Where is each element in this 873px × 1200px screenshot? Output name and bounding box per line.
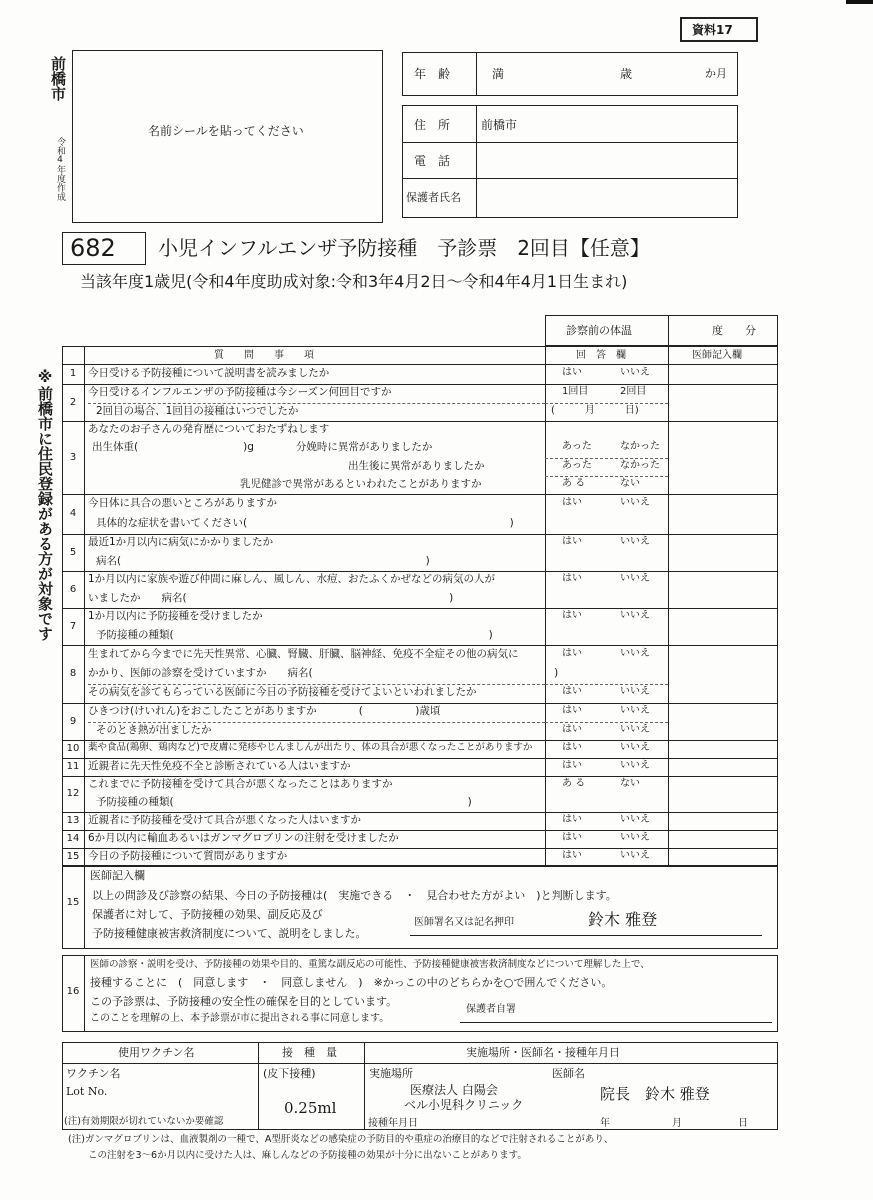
age-man: 満: [492, 67, 505, 81]
doctor-section-title: 医師記入欄: [90, 869, 145, 882]
date-year: 年: [600, 1118, 610, 1129]
answer-yes[interactable]: 1回目: [562, 386, 589, 398]
corner-mark: [846, 0, 873, 4]
question-text: 今日体に具合の悪いところがありますか: [88, 497, 277, 509]
answer-yes[interactable]: はい: [562, 814, 582, 825]
doctor-line1[interactable]: 以上の問診及び診察の結果、今日の予防接種は( 実施できる ・ 見合わせた方がよい )と判断します。: [92, 889, 617, 902]
doctor-name-label: 医師名: [552, 1067, 585, 1080]
question-no: 13: [66, 815, 80, 826]
answer-yes[interactable]: はい: [562, 850, 582, 861]
answer-yes[interactable]: はい: [562, 610, 582, 622]
answer-no[interactable]: いいえ: [620, 573, 650, 585]
answer-no[interactable]: いいえ: [620, 760, 650, 771]
vaccine-col2-head: 接 種 量: [282, 1046, 337, 1059]
answer-no[interactable]: いいえ: [620, 705, 650, 717]
answer-date[interactable]: ( 月 日): [551, 404, 639, 416]
vaccine-lot[interactable]: Lot No.: [66, 1085, 108, 1098]
question-text: 予防接種の種類( ): [96, 628, 493, 641]
answer-no[interactable]: いいえ: [620, 610, 650, 622]
guardian-line2[interactable]: 接種することに ( 同意します ・ 同意しません ) ※かっこの中のどちらかを○で囲んでください。: [90, 976, 613, 989]
answer-no[interactable]: なかった: [620, 459, 660, 471]
question-text: 今日受けるインフルエンザの予防接種は今シーズン何回目ですか: [88, 386, 392, 399]
answer-no[interactable]: ない: [620, 477, 640, 489]
answer-no[interactable]: いいえ: [620, 647, 650, 659]
answer-no[interactable]: いいえ: [620, 497, 650, 508]
age-sai: 歳: [620, 67, 633, 81]
answer-yes[interactable]: はい: [562, 647, 582, 659]
temp-unit: 度 分: [712, 324, 756, 337]
question-no: 7: [69, 620, 77, 632]
date-label: 接種年月日: [368, 1118, 418, 1129]
head-doctor: 医師記入欄: [692, 350, 742, 361]
question-text: 出生体重( )g 分娩時に異常がありましたか: [92, 441, 433, 454]
answer-no[interactable]: いいえ: [620, 814, 650, 825]
answer-no[interactable]: いいえ: [620, 742, 650, 753]
answer-yes[interactable]: はい: [562, 742, 582, 753]
answer-yes[interactable]: はい: [562, 760, 582, 771]
guardian-line3: この予診票は、予防接種の安全性の確保を目的としています。: [90, 995, 398, 1008]
question-text: 具体的な症状を書いてください( ): [96, 517, 514, 529]
answer-yes[interactable]: はい: [562, 832, 582, 843]
answer-yes[interactable]: はい: [562, 497, 582, 508]
answer-yes[interactable]: はい: [562, 705, 582, 717]
answer-no[interactable]: なかった: [620, 441, 660, 453]
vaccine-col3-head: 実施場所・医師名・接種年月日: [466, 1046, 620, 1059]
question-text: 乳児健診で異常があるといわれたことがありますか: [240, 477, 482, 490]
question-text: これまでに予防接種を受けて具合が悪くなったことはありますか: [88, 778, 393, 790]
question-text: 近親者に先天性免疫不全と診断されている人はいますか: [88, 760, 351, 772]
answer-no[interactable]: いいえ: [620, 686, 650, 698]
question-text: 予防接種の種類( ): [96, 796, 472, 808]
question-text: 6か月以内に輸血あるいはガンマグロブリンの注射を受けましたか: [88, 832, 399, 844]
answer-yes[interactable]: あった: [562, 441, 592, 453]
answer-yes[interactable]: はい: [562, 686, 582, 698]
question-text: 1か月以内に予防接種を受けましたか: [88, 610, 263, 623]
question-text: その病気を診てもらっている医師に今日の予防接種を受けてよいといわれましたか: [88, 686, 477, 699]
question-text: あなたのお子さんの発育歴についておたずねします: [88, 423, 330, 436]
question-no: 3: [69, 451, 77, 463]
question-no: 9: [69, 715, 77, 727]
question-no: 8: [69, 668, 77, 679]
phone-label: 電 話: [414, 154, 451, 168]
doctor-sign-label: 医師署名又は記名押印: [414, 917, 514, 928]
address-value: 前橋市: [481, 118, 518, 132]
date-month: 月: [672, 1118, 682, 1129]
doctor-line3: 予防接種健康被害救済制度について、説明をしました。: [92, 927, 367, 940]
question-no: 2: [69, 396, 77, 408]
side-year: 令和4年度作成: [55, 137, 65, 201]
question-no: 10: [66, 743, 80, 754]
footnote-line1: (注)ガンマグロブリンは、血液製剤の一種で、A型肝炎などの感染症の予防目的や重症の治療目的などで注射されることがあり、: [68, 1134, 614, 1145]
question-text: 薬や食品(鶏卵、鶏肉など)で皮膚に発疹やじんましんが出たり、体の具合が悪くなったことがありますか: [88, 742, 533, 753]
vaccine-name-label[interactable]: ワクチン名: [66, 1067, 121, 1080]
sticker-text: 名前シールを貼ってください: [148, 124, 304, 138]
form-number: 682: [70, 234, 116, 262]
temp-label: 診察前の体温: [566, 324, 632, 337]
answer-yes[interactable]: はい: [562, 367, 582, 378]
doctor-sign-name[interactable]: 鈴木 雅登: [588, 910, 658, 929]
form-subtitle: 当該年度1歳児(令和4年度助成対象:令和3年4月2日～令和4年4月1日生まれ): [80, 272, 628, 291]
guardian-line1: 医師の診察・説明を受け、予防接種の効果や目的、重篤な副反応の可能性、予防接種健康被害救済制度などについて理解した上で、: [90, 959, 650, 970]
answer-yes[interactable]: はい: [562, 536, 582, 548]
form-title: 小児インフルエンザ予防接種 予診票 2回目【任意】: [158, 236, 650, 260]
question-no: 14: [66, 833, 80, 844]
place-1: 医療法人 白陽会: [410, 1083, 498, 1097]
doctor-line2: 保護者に対して、予防接種の効果、副反応及び: [92, 908, 323, 921]
question-text: 今日受ける予防接種について説明書を読みましたか: [88, 367, 330, 379]
guardian-label: 保護者氏名: [406, 191, 461, 204]
question-no: 5: [69, 546, 77, 558]
answer-no[interactable]: いいえ: [620, 367, 650, 378]
answer-yes[interactable]: はい: [562, 573, 582, 585]
question-no: 15: [66, 851, 80, 862]
answer-no[interactable]: いいえ: [620, 850, 650, 861]
question-text: 1か月以内に家族や遊び仲間に麻しん、風しん、水痘、おたふくかぜなどの病気の人が: [88, 573, 495, 586]
guardian-section-no: 16: [66, 986, 80, 997]
question-no: 6: [69, 583, 77, 595]
vaccine-col1-head: 使用ワクチン名: [118, 1046, 195, 1059]
address-label: 住 所: [414, 118, 451, 132]
question-no: 11: [66, 761, 80, 772]
question-text: 2回目の場合、1回目の接種はいつでしたか: [96, 404, 299, 417]
question-text: いましたか 病名( ): [88, 591, 454, 604]
question-text: かかり、医師の診察を受けていますか 病名( ): [88, 667, 559, 679]
question-text: 生まれてから今までに先天性異常、心臓、腎臓、肝臓、脳神経、免疫不全症その他の病気に: [88, 647, 519, 660]
question-no: 12: [66, 788, 80, 799]
answer-yes[interactable]: はい: [562, 723, 582, 735]
head-answer: 回 答 欄: [576, 350, 626, 361]
doctor-name: 院長 鈴木 雅登: [600, 1085, 710, 1103]
question-no: 4: [69, 508, 77, 519]
question-text: 今日の予防接種について質問がありますか: [88, 850, 288, 862]
question-no: 1: [69, 368, 77, 379]
date-day: 日: [738, 1118, 748, 1129]
answer-no[interactable]: いいえ: [620, 723, 650, 735]
vaccine-method: (皮下接種): [263, 1067, 316, 1080]
place-2: ベル小児科クリニック: [404, 1098, 524, 1112]
age-month: か月: [705, 67, 727, 80]
question-text: そのとき熱が出ましたか: [96, 723, 212, 736]
answer-yes[interactable]: あ る: [562, 778, 586, 789]
head-question: 質 問 事 項: [214, 350, 314, 361]
question-text: 近親者に予防接種を受けて具合が悪くなった人はいますか: [88, 814, 361, 826]
vaccine-expiry: (注)有効期限が切れていないか要確認: [64, 1116, 224, 1127]
age-box[interactable]: [402, 52, 738, 96]
answer-yes[interactable]: あ る: [562, 477, 586, 489]
guardian-sign-label: 保護者自署: [466, 1004, 516, 1015]
question-text: 病名( ): [96, 554, 430, 567]
question-text: 出生後に異常がありましたか: [348, 459, 485, 472]
left-note: ※前橋市に住民登録がある方が対象です: [36, 368, 54, 641]
footnote-line2: この注射を3～6か月以内に受けた人は、麻しんなどの予防接種の効果が十分に出ないことがあります。: [88, 1150, 527, 1161]
answer-no[interactable]: いいえ: [620, 536, 650, 548]
age-label: 年 齢: [414, 67, 451, 81]
side-city: 前橋市: [49, 56, 67, 101]
guardian-line4: このことを理解の上、本予診票が市に提出される事に同意します。: [90, 1013, 390, 1024]
answer-no[interactable]: 2回目: [620, 386, 647, 398]
question-text: ひきつけ(けいれん)をおこしたことがありますか ( )歳頃: [88, 705, 441, 718]
doc-id: 資料17: [692, 23, 733, 37]
doctor-section-no: 15: [66, 897, 80, 908]
place-label: 実施場所: [369, 1067, 413, 1080]
answer-yes[interactable]: あった: [562, 459, 592, 471]
vaccine-amount: 0.25ml: [284, 1099, 337, 1117]
answer-no[interactable]: ない: [620, 778, 640, 789]
question-text: 最近1か月以内に病気にかかりましたか: [88, 536, 274, 549]
answer-no[interactable]: いいえ: [620, 832, 650, 843]
